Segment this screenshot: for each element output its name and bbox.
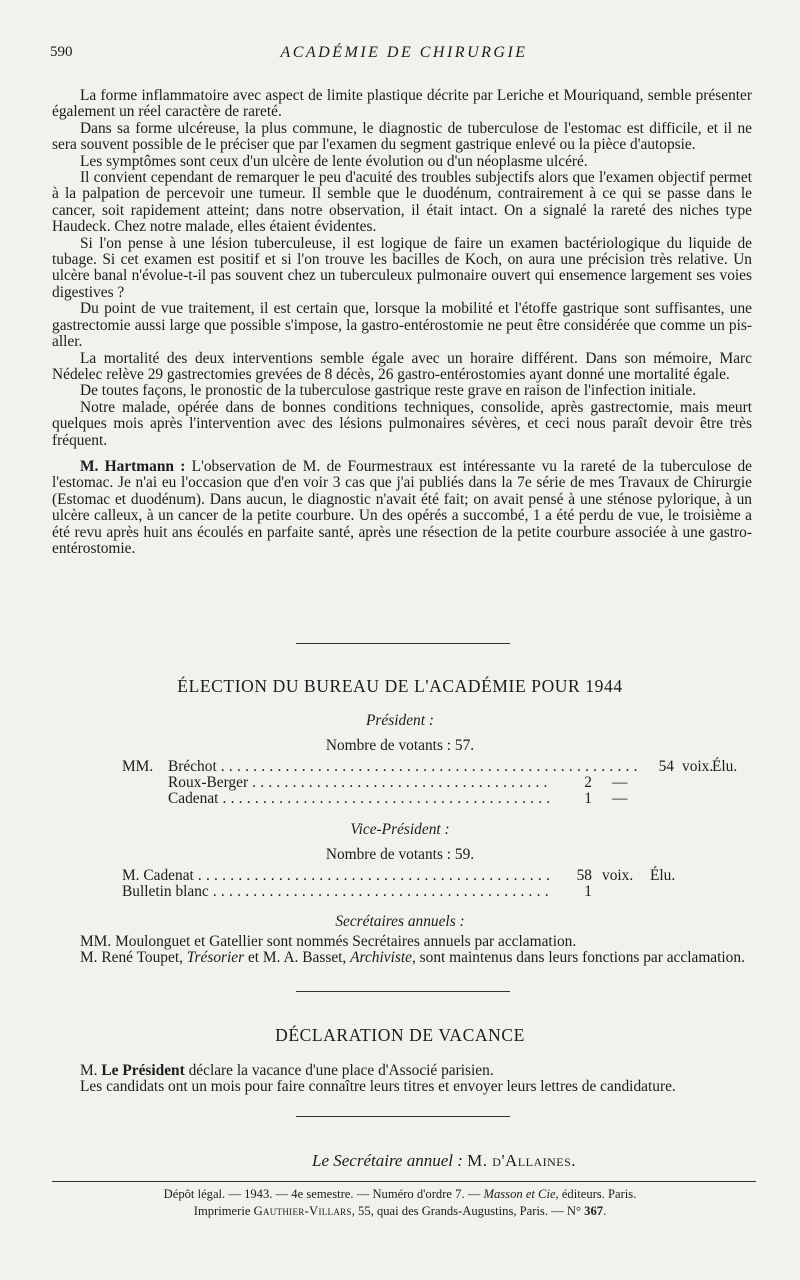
paragraph: Dans sa forme ulcéreuse, la plus commune, le diagnostic de tuberculose de l'estomac est difficile, et il ne sera souvent possible de le préciser que par l'examen du segment gastrique enlevé ou la pièce d'autopsie. <box>52 119 752 154</box>
role-tresorier: Trésorier <box>186 949 245 967</box>
vote-prefix: MM. <box>122 758 154 775</box>
signature-name: M. d'Allaines. <box>467 1151 577 1170</box>
text-run: M. René Toupet, <box>80 949 187 967</box>
imprint-line-1 <box>0 1186 800 1203</box>
president-votants: Nombre de votants : 57. <box>325 737 475 754</box>
text-run: , éditeurs. Paris. <box>555 1187 637 1201</box>
candidate-name: Bulletin blanc . . . <box>122 883 552 901</box>
section-divider <box>296 643 510 644</box>
print-number: 367 <box>584 1204 604 1218</box>
vote-row <box>122 883 682 901</box>
signature-role: Le Secrétaire annuel : <box>312 1151 463 1170</box>
secretaires-heading: Secrétaires annuels : <box>335 913 465 930</box>
publisher: Masson et Cie <box>483 1187 556 1201</box>
vote-unit: voix. <box>602 867 634 884</box>
paragraph: Notre malade, opérée dans de bonnes conditions techniques, consolide, après gastrectomie, mais meurt quelques mois après l'intervention avec des lésions pulmonaires sévères, et ceci nous paraît devoir être très fréquent. <box>52 398 752 449</box>
speaker-name: M. Hartmann : <box>80 457 186 475</box>
running-title: ACADÉMIE DE CHIRURGIE <box>280 44 528 61</box>
secretaires-paragraph: MM. Moulonguet et Gatellier sont nommés Secrétaires annuels par acclamation. <box>80 933 577 950</box>
page-number: 590 <box>50 44 73 60</box>
paragraph: La forme inflammatoire avec aspect de limite plastique décrite par Leriche et Mouriquand, semble présenter également un réel caractère de rareté. <box>52 87 752 121</box>
paragraph: La mortalité des deux interventions semble égale avec un horaire différent. Dans son mémoire, Marc Nédelec relève 29 gastrectomies grevées de 8 décès, 26 gastro-entérostomies ayant donné une mortalité égale. <box>52 349 752 383</box>
vacance-title: DÉCLARATION DE VACANCE <box>275 1025 525 1045</box>
vacance-paragraph <box>52 1063 752 1079</box>
text-run: déclare la vacance d'une place d'Associé parisien. <box>184 1062 494 1079</box>
role-archiviste: Archiviste <box>350 949 412 967</box>
footer-rule <box>52 1181 756 1182</box>
vote-unit: — <box>612 774 628 791</box>
text-run: , sont maintenus dans leurs fonctions par acclamation. <box>411 949 745 967</box>
vote-row <box>122 790 682 808</box>
tresorier-paragraph <box>52 950 752 966</box>
vote-count: 1 <box>584 790 592 807</box>
vote-unit: voix. <box>682 758 714 775</box>
vacance-text <box>52 1063 752 1096</box>
text-run: Dépôt légal. — 1943. — 4e semestre. — Numéro d'ordre 7. — <box>163 1187 484 1201</box>
vote-status: Élu. <box>712 758 738 775</box>
vote-status: Élu. <box>650 867 676 884</box>
vice-president-heading: Vice-Président : <box>350 821 450 838</box>
vote-unit: — <box>612 790 628 807</box>
paragraph: Les symptômes sont ceux d'un ulcère de lente évolution ou d'un néoplasme ulcéré. <box>80 152 588 170</box>
section-divider <box>296 1116 510 1117</box>
running-head <box>50 44 758 64</box>
article-body <box>52 88 752 557</box>
text-run: et M. A. Basset, <box>244 949 351 967</box>
paragraph: Il convient cependant de remarquer le peu d'acuité des troubles subjectifs alors que l'examen objectif permet à la palpation de percevoir une tumeur. Il semble que le duodénum, contrairement à ce qui se passe dans le cancer, soit rapidement atteint; dans notre observation, il était intact. On a signalé la rareté des niches type Haudeck. Chez notre malade, elles étaient évidentes. <box>52 169 752 236</box>
printer: Gauthier-Villars <box>253 1204 352 1218</box>
candidate-name: Cadenat . . . <box>168 790 552 808</box>
signature <box>312 1151 576 1171</box>
candidature-paragraph: Les candidats ont un mois pour faire connaître leurs titres et envoyer leurs lettres de candidature. <box>80 1078 676 1096</box>
imprint-footer <box>0 1186 800 1220</box>
vice-president-votants: Nombre de votants : 59. <box>325 846 475 863</box>
text-run: , 55, quai des Grands-Augustins, Paris. — N° <box>351 1204 585 1218</box>
text-run: . <box>603 1204 607 1218</box>
text-run: M. <box>80 1062 102 1079</box>
imprint-line-2 <box>0 1203 800 1220</box>
vote-count: 54 <box>658 758 674 775</box>
paragraph: De toutes façons, le pronostic de la tuberculose gastrique reste grave en raison de l'infection initiale. <box>80 382 697 400</box>
president-heading: Président : <box>366 712 434 729</box>
candidate-name: M. Cadenat . . . <box>122 867 552 885</box>
section-divider <box>296 991 510 992</box>
candidate-name: Roux-Berger . . . <box>168 774 552 792</box>
secretaires-text <box>52 934 752 967</box>
hartmann-text: L'observation de M. de Fourmestraux est intéressante vu la rareté de la tuberculose de l'estomac. Je n'ai eu l'occasion que d'en voir 3 cas que j'ai publiés dans la 7e série de mes Travaux de Chirurgie (Estomac et duodénum). Dans aucun, le diagnostic n'avait été fait; on avait pensé à une sténose pylorique, à un ulcère calleux, à un cancer de la petite courbure. Un des opérés a succombé, 1 a été perdu de vue, le troisième a été revu après huit ans écoulés en parfaite santé, après une résection de la petite courbure associée à une gastro-entérostomie. <box>52 457 752 557</box>
paragraph: Si l'on pense à une lésion tuberculeuse, il est logique de faire un examen bactériologique du liquide de tubage. Si cet examen est positif et si l'on trouve les bacilles de Koch, on aura une précision très relative. Un ulcère banal n'évolue-t-il pas souvent chez un tuberculeux pulmonaire ouvert qui ensemence largement ses voies digestives ? <box>52 234 752 301</box>
vote-count: 1 <box>584 883 592 900</box>
candidate-name: Bréchot . . . <box>168 758 638 776</box>
hartmann-comment <box>52 459 752 557</box>
election-title: ÉLECTION DU BUREAU DE L'ACADÉMIE POUR 1944 <box>177 676 623 696</box>
le-president: Le Président <box>101 1062 185 1079</box>
text-run: Imprimerie <box>193 1204 254 1218</box>
vote-count: 58 <box>576 867 592 884</box>
vote-count: 2 <box>584 774 592 791</box>
paragraph: Du point de vue traitement, il est certain que, lorsque la mobilité et l'étoffe gastrique sont suffisantes, une gastrectomie aussi large que possible s'impose, la gastro-entérostomie ne peut être considérée que comme un pis-aller. <box>52 300 752 351</box>
